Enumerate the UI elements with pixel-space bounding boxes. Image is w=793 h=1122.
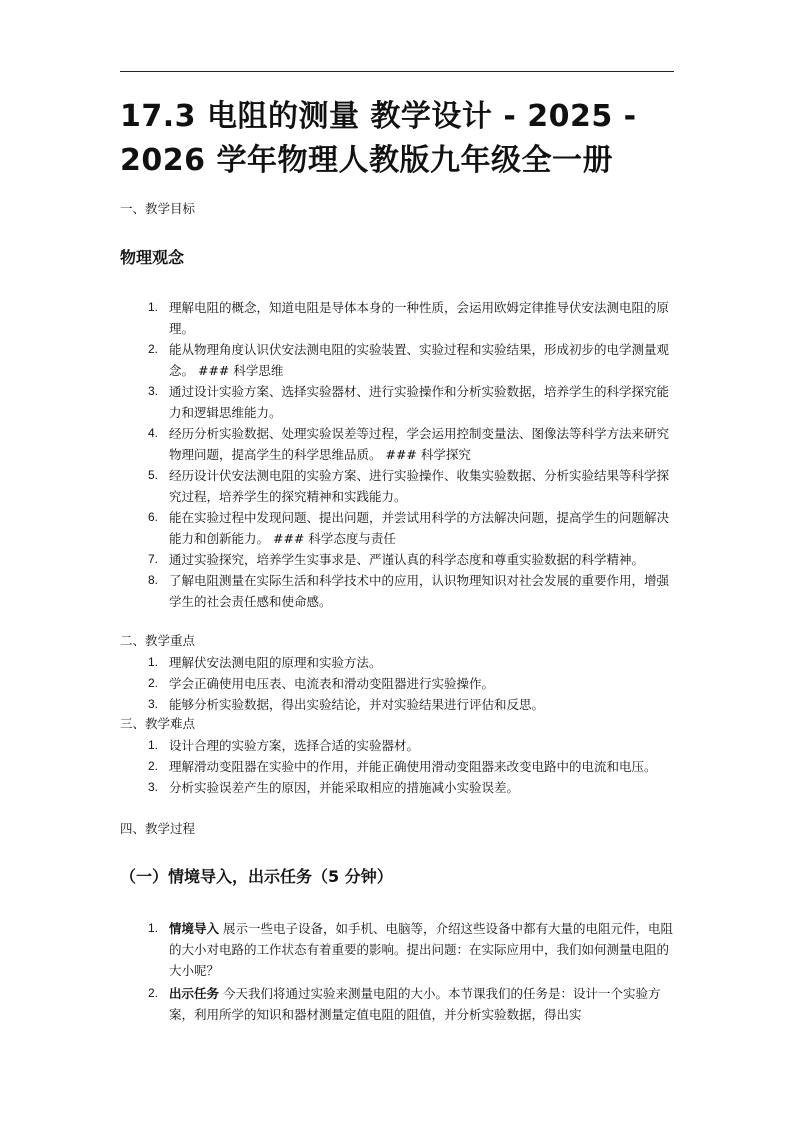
section-heading-process: 四、教学过程	[120, 821, 196, 836]
section-heading-key-points: 二、教学重点	[120, 633, 196, 648]
list-item: 1. 理解电阻的概念，知道电阻是导体本身的一种性质，会运用欧姆定律推导伏安法测电阻的原理。	[147, 300, 670, 336]
list-item: 2. 理解滑动变阻器在实验中的作用，并能正确使用滑动变阻器来改变电路中的电流和电压。	[147, 759, 657, 774]
process-list	[140, 918, 680, 1025]
list-item: 2. 出示任务 今天我们将通过实验来测量电阻的大小。本节课我们的任务是：设计一个实验方案，利用所学的知识和器材测量定值电阻的阻值，并分析实验数据，得出实	[147, 986, 661, 1022]
document-title: 17.3 电阻的测量 教学设计 - 2025 - 2026 学年物理人教版九年级全一册	[120, 99, 637, 178]
objectives-list	[140, 297, 680, 612]
list-item: 3. 通过设计实验方案、选择实验器材、进行实验操作和分析实验数据，培养学生的科学探究能力和逻辑思维能力。	[147, 384, 670, 420]
section-heading-difficulties: 三、教学难点	[120, 716, 196, 731]
item-label: 出示任务	[169, 986, 220, 1001]
list-item: 3. 分析实验误差产生的原因，并能采取相应的措施减小实验误差。	[147, 780, 520, 795]
item-label: 情境导入	[169, 921, 220, 936]
list-item: 5. 经历设计伏安法测电阻的实验方案、进行实验操作、收集实验数据、分析实验结果等科学探究过程，培养学生的探究精神和实践能力。	[147, 468, 670, 504]
subheading-physics-concept: 物理观念	[120, 248, 185, 267]
list-item: 4. 经历分析实验数据、处理实验误差等过程，学会运用控制变量法、图像法等科学方法来研究物理问题，提高学生的科学思维品质。 ### 科学探究	[147, 426, 670, 462]
list-item: 3. 能够分析实验数据，得出实验结论，并对实验结果进行评估和反思。	[147, 697, 545, 712]
subheading-introduction: （一）情境导入，出示任务（5 分钟）	[120, 867, 393, 886]
header-rule	[120, 71, 674, 72]
list-item: 1. 设计合理的实验方案，选择合适的实验器材。	[147, 738, 420, 753]
list-item: 2. 学会正确使用电压表、电流表和滑动变阻器进行实验操作。	[147, 676, 495, 691]
list-item: 8. 了解电阻测量在实际生活和科学技术中的应用，认识物理知识对社会发展的重要作用，增强学生的社会责任感和使命感。	[147, 573, 670, 609]
key-points-list	[140, 652, 680, 715]
list-item: 2. 能从物理角度认识伏安法测电阻的实验装置、实验过程和实验结果，形成初步的电学测量观念。 ### 科学思维	[147, 342, 670, 378]
list-item: 6. 能在实验过程中发现问题、提出问题，并尝试用科学的方法解决问题，提高学生的问题解决能力和创新能力。 ### 科学态度与责任	[147, 510, 670, 546]
list-item: 1. 理解伏安法测电阻的原理和实验方法。	[147, 655, 382, 670]
section-heading-objectives: 一、教学目标	[120, 201, 196, 216]
list-item: 1. 情境导入 展示一些电子设备，如手机、电脑等，介绍这些设备中都有大量的电阻元件，电阻的大小对电路的工作状态有着重要的影响。提出问题：在实际应用中，我们如何测量电阻的大小呢？	[147, 921, 673, 978]
difficulties-list	[140, 735, 680, 798]
list-item: 7. 通过实验探究，培养学生实事求是、严谨认真的科学态度和尊重实验数据的科学精神。	[147, 552, 645, 567]
